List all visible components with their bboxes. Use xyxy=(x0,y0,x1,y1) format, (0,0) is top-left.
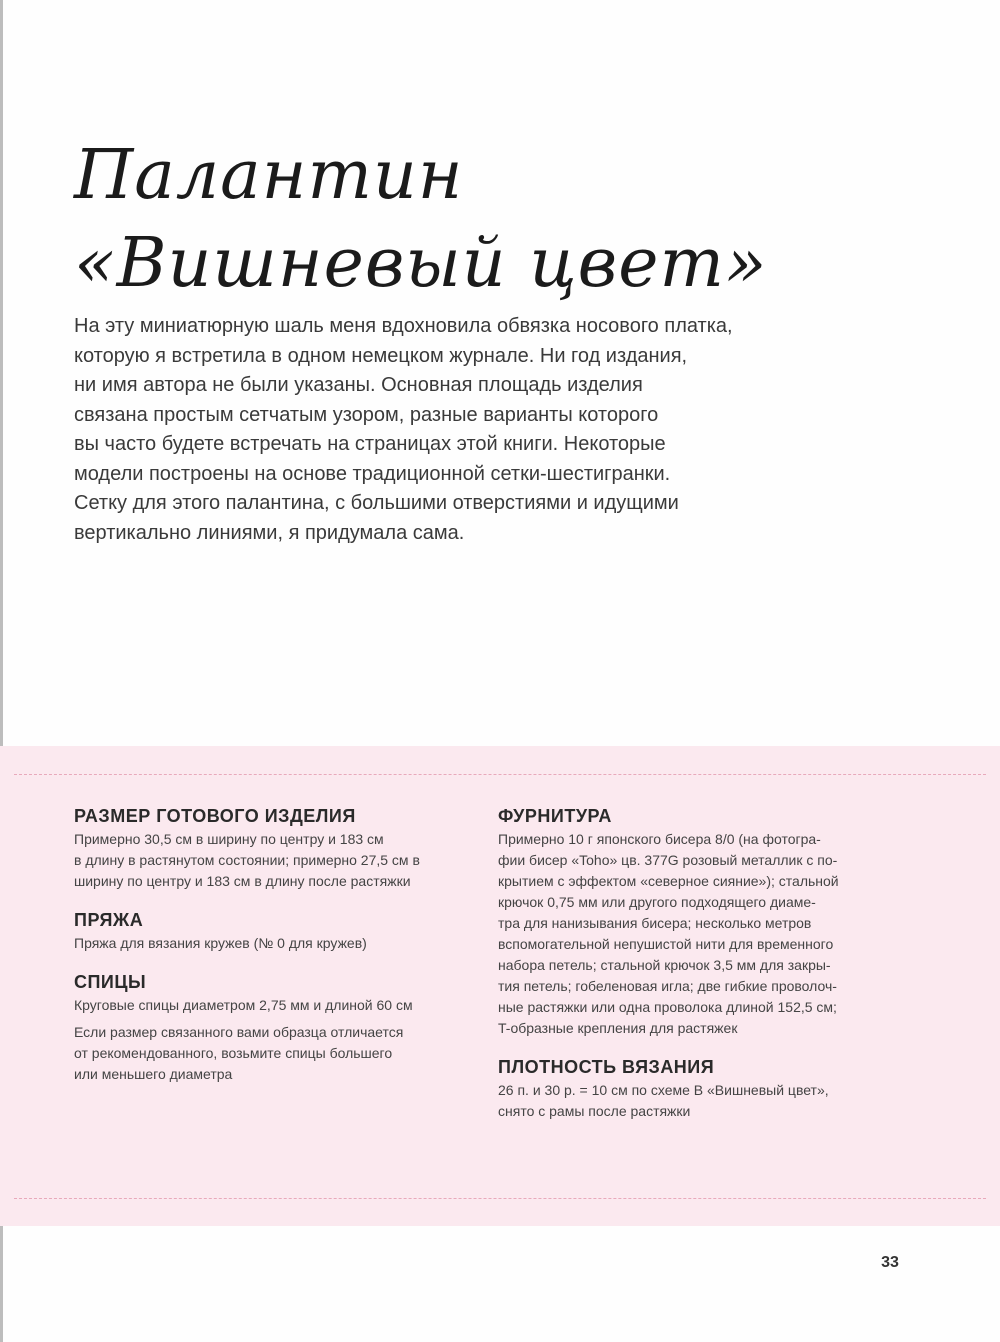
gauge-line: снято с рамы после растяжки xyxy=(498,1103,691,1119)
intro-line: Сетку для этого палантина, с большими отверстиями и идущими xyxy=(74,492,679,514)
yarn-heading: ПРЯЖА xyxy=(74,910,144,930)
page-number: 33 xyxy=(881,1254,899,1271)
gauge-heading: ПЛОТНОСТЬ ВЯЗАНИЯ xyxy=(498,1057,715,1077)
notions-line: крючок 0,75 мм или другого подходящего диаме- xyxy=(498,894,816,910)
notions-line: крытием с эффектом «северное сияние»); стальной xyxy=(498,873,839,889)
intro-paragraph xyxy=(74,312,733,548)
page-title xyxy=(74,132,768,308)
gauge-text xyxy=(498,1080,918,1122)
intro-line: ни имя автора не были указаны. Основная площадь изделия xyxy=(74,374,643,396)
notions-line: Примерно 10 г японского бисера 8/0 (на фотогра- xyxy=(498,831,821,847)
size-line: Примерно 30,5 см в ширину по центру и 183 см xyxy=(74,831,384,847)
notions-line: вспомогательной непушистой нити для временного xyxy=(498,936,834,952)
size-text xyxy=(74,829,474,892)
notions-line: ные растяжки или одна проволока длиной 152,5 см; xyxy=(498,999,837,1015)
intro-line: вы часто будете встречать на страницах этой книги. Некоторые xyxy=(74,433,666,455)
intro-line: вертикально линиями, я придумала сама. xyxy=(74,521,465,544)
intro-line: На эту миниатюрную шаль меня вдохновила обвязка носового платка, xyxy=(74,315,733,337)
yarn-section xyxy=(74,910,474,954)
notions-section xyxy=(498,806,918,1039)
specs-left-column xyxy=(74,806,474,1103)
intro-line: которую я встретила в одном немецком журнале. Ни год издания, xyxy=(74,344,688,367)
panel-top-dashed-divider xyxy=(14,774,986,775)
yarn-text xyxy=(74,933,474,954)
needles-line: Круговые спицы диаметром 2,75 мм и длиной 60 см xyxy=(74,997,413,1013)
size-section xyxy=(74,806,474,892)
gauge-section xyxy=(498,1057,918,1122)
title-line: Палантин xyxy=(74,136,464,215)
size-heading: РАЗМЕР ГОТОВОГО ИЗДЕЛИЯ xyxy=(74,806,356,826)
notions-line: T-образные крепления для растяжек xyxy=(498,1020,738,1036)
needles-note-line: Если размер связанного вами образца отличается xyxy=(74,1024,404,1040)
yarn-line: Пряжа для вязания кружев (№ 0 для кружев) xyxy=(74,935,367,951)
needles-note xyxy=(74,1022,474,1085)
needles-heading: СПИЦЫ xyxy=(74,972,147,992)
needles-note-line: от рекомендованного, возьмите спицы большего xyxy=(74,1045,393,1061)
notions-line: фии бисер «Toho» цв. 377G розовый металлик с по- xyxy=(498,852,838,868)
needles-note-line: или меньшего диаметра xyxy=(74,1066,233,1082)
title-line: «Вишневый цвет» xyxy=(74,224,768,303)
intro-line: модели построены на основе традиционной сетки-шестигранки. xyxy=(74,462,671,485)
notions-text xyxy=(498,829,918,1039)
gauge-line: 26 п. и 30 р. = 10 см по схеме В «Вишневый цвет», xyxy=(498,1082,829,1098)
intro-line: связана простым сетчатым узором, разные варианты которого xyxy=(74,403,659,426)
notions-line: тра для нанизывания бисера; несколько метров xyxy=(498,915,812,931)
size-line: ширину по центру и 183 см в длину после растяжки xyxy=(74,873,411,889)
specifications-panel xyxy=(0,746,1000,1226)
needles-text xyxy=(74,995,474,1016)
notions-line: набора петель; стальной крючок 3,5 мм для закры- xyxy=(498,957,831,973)
size-line: в длину в растянутом состоянии; примерно 27,5 см в xyxy=(74,852,420,868)
notions-heading: ФУРНИТУРА xyxy=(498,806,612,826)
needles-section xyxy=(74,972,474,1085)
notions-line: тия петель; гобеленовая игла; две гибкие проволоч- xyxy=(498,978,837,994)
specs-right-column xyxy=(498,806,918,1140)
panel-bottom-dashed-divider xyxy=(14,1198,986,1199)
